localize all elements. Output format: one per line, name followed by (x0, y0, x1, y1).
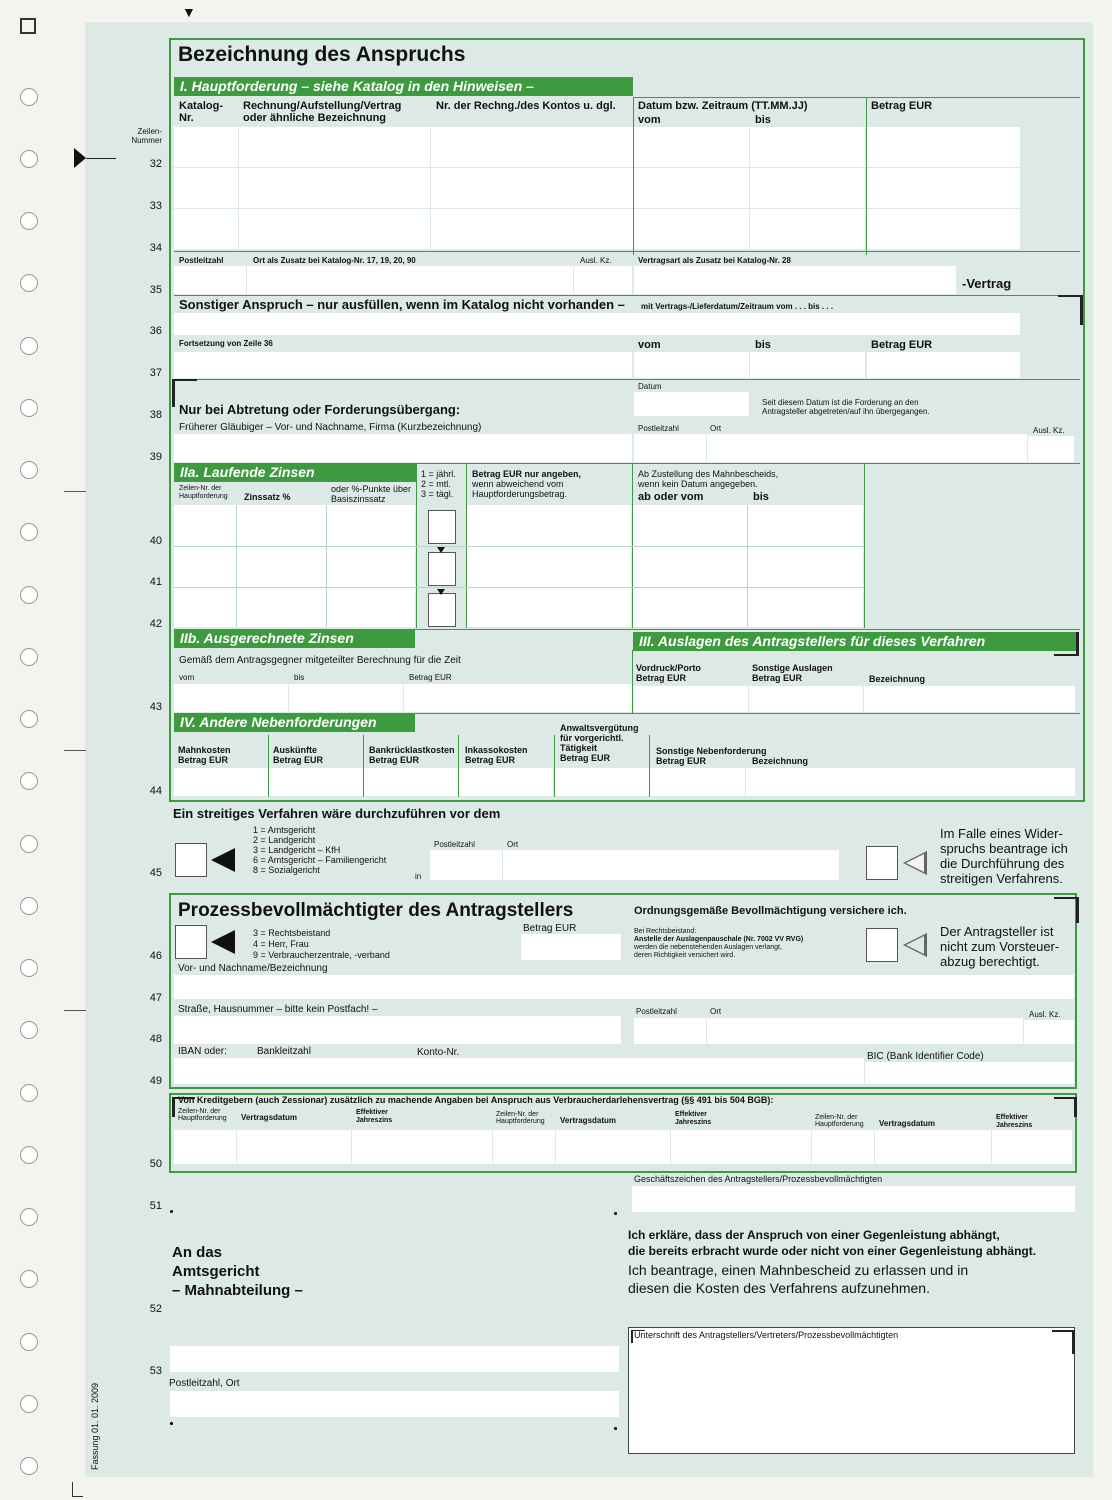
betrag-label: Betrag EUR (871, 339, 933, 351)
vertragsart-field[interactable] (634, 266, 956, 294)
ausgerechnet-vom-label: vom (179, 673, 195, 682)
prozess-ausl-field[interactable] (1024, 1020, 1074, 1044)
punch-hole (20, 337, 38, 355)
kredit-zeilen-label: Zeilen-Nr. der Hauptforderung (178, 1108, 227, 1122)
zins-vom-field[interactable] (633, 505, 747, 627)
gericht-options: 1 = Amtsgericht 2 = Landgericht 3 = Landgericht – KfH 6 = Amtsgericht – Familiengericht 8 = Sozialgericht (253, 825, 387, 875)
col-rechnung: Rechnung/Aufstellung/Vertrag oder ähnliche Bezeichnung (243, 100, 402, 124)
iban-label: IBAN oder: (178, 1046, 227, 1057)
line-number: 42 (149, 618, 162, 630)
kredit-vertragsdatum-label: Vertragsdatum (560, 1116, 617, 1125)
plz-field[interactable] (174, 266, 246, 294)
grid-line (632, 650, 633, 713)
section-title-ausgerechnete-zinsen: IIb. Ausgerechnete Zinsen (174, 629, 415, 648)
punch-hole (20, 835, 38, 853)
pointer-line (86, 158, 116, 159)
unterschrift-field[interactable] (628, 1327, 1075, 1454)
sonstiger-betrag-field[interactable] (867, 352, 1020, 378)
punch-hole (20, 1333, 38, 1351)
kredit-zeilen-field-1[interactable] (174, 1130, 236, 1164)
arrow-left-outline-icon (906, 936, 924, 954)
beantragung-text: Ich beantrage, einen Mahnbescheid zu erlassen und in diesen die Kosten des Verfahrens aufzunehmen. (628, 1262, 969, 1296)
kredit-zeilen-label: Zeilen-Nr. der Hauptforderung (815, 1114, 864, 1128)
punch-hole (20, 648, 38, 666)
corner-mark (1054, 897, 1079, 923)
prozess-versicherung: Ordnungsgemäße Bevollmächtigung versichere ich. (634, 905, 907, 917)
geschaeftszeichen-field[interactable] (632, 1186, 1075, 1212)
vordruck-field[interactable] (634, 686, 748, 712)
inkasso-label: Inkassokosten Betrag EUR (465, 745, 528, 765)
prozess-ort-label: Ort (710, 1007, 722, 1016)
sonstige-auslagen-label: Sonstige Auslagen Betrag EUR (752, 663, 833, 683)
line-number: 53 (149, 1365, 162, 1377)
auskuenfte-label: Auskünfte Betrag EUR (273, 745, 324, 765)
vorsteuer-text: Der Antragsteller ist nicht zum Vorsteuer- abzug berechtigt. (940, 924, 1060, 969)
vom-field-34[interactable] (634, 209, 749, 249)
line-number: 40 (149, 535, 162, 547)
anwalt-label: Anwaltsvergütung für vorgerichtl. Tätigkeit Betrag EUR (560, 723, 639, 763)
rechnung-field-33[interactable] (239, 168, 430, 208)
ausgerechnet-desc: Gemäß dem Antragsgegner mitgeteilter Berechnung für die Zeit (179, 655, 461, 666)
widerspruch-checkbox[interactable] (866, 846, 898, 880)
fold-mark (64, 750, 86, 751)
datum-label: Datum (638, 382, 662, 391)
zins-zeilen-field[interactable] (174, 505, 236, 627)
grid-line (236, 505, 237, 627)
vom-label: vom (638, 339, 661, 351)
line-number: 49 (149, 1075, 162, 1087)
ort-zusatz-label: Ort als Zusatz bei Katalog-Nr. 17, 19, 20, 90 (253, 256, 416, 265)
arrow-down-icon (437, 589, 445, 595)
corner-mark (1052, 1330, 1075, 1354)
bic-field[interactable] (865, 1062, 1074, 1084)
line-number: 34 (149, 242, 162, 254)
abtretung-ausl-field[interactable] (1028, 436, 1074, 462)
page-title: Bezeichnung des Anspruchs (178, 43, 466, 66)
punch-hole (20, 274, 38, 292)
zins-periode-key: 1 = jährl. 2 = mtl. 3 = tägl. (421, 469, 456, 499)
punch-hole (20, 461, 38, 479)
rechnung-field-34[interactable] (239, 209, 430, 249)
col-vom: vom (638, 114, 661, 126)
vertragsart-label: Vertragsart als Zusatz bei Katalog-Nr. 28 (638, 256, 791, 265)
corner-mark (1058, 295, 1083, 325)
abtretung-title: Nur bei Abtretung oder Forderungsübergang: (179, 402, 461, 417)
betrag-field-34[interactable] (867, 209, 1020, 249)
ausgerechnet-bis-field[interactable] (289, 684, 403, 712)
blz-label: Bankleitzahl (257, 1046, 311, 1057)
zinssatz-field[interactable] (237, 505, 326, 627)
vordruck-label: Vordruck/Porto Betrag EUR (636, 663, 701, 683)
address-marker (170, 1210, 173, 1213)
katalog-nr-field-32[interactable] (174, 127, 238, 167)
gericht-type-box[interactable] (175, 843, 207, 877)
arrow-down-icon (437, 547, 445, 553)
zinsen-zeilen-label: Zeilen-Nr. der Hauptforderung (179, 485, 228, 500)
gericht-plz-ort-field[interactable] (170, 1391, 619, 1417)
ausl-field[interactable] (574, 266, 632, 294)
section-title-laufende-zinsen: IIa. Laufende Zinsen (174, 463, 417, 482)
abtretung-datum-field[interactable] (634, 392, 749, 416)
zins-bis-label: bis (753, 491, 769, 503)
punch-hole (20, 1395, 38, 1413)
katalog-nr-field-34[interactable] (174, 209, 238, 249)
punch-hole (20, 586, 38, 604)
rechnung-field-32[interactable] (239, 127, 430, 167)
kredit-zeilen-field-3[interactable] (812, 1130, 874, 1164)
auslagen-bezeichnung-field[interactable] (864, 686, 1075, 712)
abtretung-ort-label: Ort (710, 424, 722, 433)
kontonummer-field-33[interactable] (431, 168, 633, 208)
kredit-vertragsdatum-label: Vertragsdatum (879, 1119, 936, 1128)
line-number: 43 (149, 701, 162, 713)
punch-hole (20, 1146, 38, 1164)
zins-periode-box-41[interactable] (428, 552, 456, 586)
abtretung-plz-field[interactable] (634, 434, 706, 462)
plz-label: Postleitzahl (179, 256, 224, 265)
grid-line (326, 505, 327, 627)
address-marker (614, 1427, 617, 1430)
kontonummer-field-34[interactable] (431, 209, 633, 249)
line-number-heading: Zeilen- Nummer (131, 127, 162, 145)
top-marker-icon: ▼ (182, 4, 196, 20)
kredit-zins-field-3[interactable] (992, 1130, 1072, 1164)
rechtsbeistand-note: Bei Rechtsbeistand: Anstelle der Auslagenpauschale (Nr. 7002 VV RVG) werden die nebenstehenden Auslagen verlangt, deren Richtigkeit versichert wird. (634, 928, 804, 959)
geschaeftszeichen-label: Geschäftszeichen des Antragstellers/Prozessbevollmächtigten (634, 1174, 883, 1184)
fortsetzung-field[interactable] (174, 352, 632, 378)
gericht-field[interactable] (170, 1346, 619, 1372)
punch-hole (20, 399, 38, 417)
line-number: 47 (149, 992, 162, 1004)
streitig-plz-field[interactable] (430, 850, 502, 880)
kredit-zins-label: Effektiver Jahreszins (675, 1111, 712, 1126)
ort-zusatz-field[interactable] (247, 266, 573, 294)
vorsteuer-checkbox[interactable] (866, 928, 898, 962)
auslagen-bezeichnung-label: Bezeichnung (869, 674, 926, 684)
grid-line (174, 546, 864, 547)
neben-bezeichnung-field[interactable] (746, 768, 1075, 796)
ausgerechnet-vom-field[interactable] (174, 684, 288, 712)
mahnkosten-label: Mahnkosten Betrag EUR (178, 745, 231, 765)
bevollmaechtigter-options: 3 = Rechtsbeistand 4 = Herr, Frau 9 = Verbraucherzentrale, -verband (253, 928, 390, 960)
vom-field-32[interactable] (634, 127, 749, 167)
sonstiger-anspruch-label: Sonstiger Anspruch – nur ausfüllen, wenn im Katalog nicht vorhanden – (179, 297, 625, 312)
kredit-datum-field-2[interactable] (556, 1130, 670, 1164)
grid-line (174, 587, 864, 588)
abtretung-note: Seit diesem Datum ist die Forderung an den Antragsteller abgetreten/auf ihn übergegangen. (762, 398, 930, 416)
col-betrag: Betrag EUR (871, 100, 933, 112)
line-number: 39 (149, 451, 162, 463)
section-title-auslagen: III. Auslagen des Antragstellers für dieses Verfahren (633, 632, 1076, 651)
kredit-zins-label: Effektiver Jahreszins (996, 1114, 1033, 1129)
punch-hole (20, 150, 38, 168)
bankrueck-label: Bankrücklastkosten Betrag EUR (369, 745, 455, 765)
zins-zustellung-label: Ab Zustellung des Mahnbescheids, wenn kein Datum angegeben. (638, 469, 779, 489)
in-label: in (415, 872, 422, 881)
kredit-title: Von Kreditgebern (auch Zessionar) zusätzlich zu machende Angaben bei Anspruch aus Verbraucherdarlehensvertrag (§§ 491 bis 504 BGB): (178, 1095, 774, 1105)
line-number: 32 (149, 158, 162, 170)
line-number: 50 (149, 1158, 162, 1170)
corner-mark (1054, 632, 1079, 656)
streitig-ort-label: Ort (507, 840, 519, 849)
grid-line (747, 505, 748, 627)
abtretung-ausl-label: Ausl. Kz. (1033, 426, 1065, 435)
kredit-datum-field-1[interactable] (237, 1130, 351, 1164)
kredit-vertragsdatum-label: Vertragsdatum (241, 1113, 298, 1122)
grid-line (363, 735, 364, 797)
kredit-zeilen-field-2[interactable] (493, 1130, 555, 1164)
streitig-title: Ein streitiges Verfahren wäre durchzuführen vor dem (173, 806, 501, 821)
strasse-field[interactable] (174, 1016, 621, 1044)
section-title-nebenforderungen: IV. Andere Nebenforderungen (174, 713, 415, 732)
col-bis: bis (755, 114, 771, 126)
fassung-label: Fassung 01. 01. 2009 (90, 1382, 100, 1470)
basiszins-label: oder %-Punkte über Basiszinssatz (331, 484, 412, 504)
empfaenger-address: An das Amtsgericht – Mahnabteilung – (172, 1244, 303, 1299)
prozess-betrag-field[interactable] (521, 934, 621, 960)
prozess-name-field[interactable] (174, 975, 1074, 999)
ausl-label: Ausl. Kz. (580, 256, 612, 265)
bevollmaechtigter-type-box[interactable] (175, 925, 207, 959)
bis-field-34[interactable] (750, 209, 865, 249)
zins-betrag-label: Betrag EUR nur angeben, wenn abweichend vom Hauptforderungsbetrag. (472, 469, 582, 499)
prozess-plz-label: Postleitzahl (636, 1007, 677, 1016)
kredit-datum-field-3[interactable] (875, 1130, 991, 1164)
punch-hole (20, 710, 38, 728)
line-number: 44 (149, 785, 162, 797)
frueherer-glaeubiger-field[interactable] (174, 434, 632, 462)
unterschrift-label: Unterschrift des Antragstellers/Vertreters/Prozessbevollmächtigten (634, 1330, 899, 1340)
punch-hole (20, 1084, 38, 1102)
prozess-plz-field[interactable] (634, 1018, 706, 1044)
erklaerung-text: Ich erkläre, dass der Anspruch von einer Gegenleistung abhängt, die bereits erbracht wurde oder nicht von einer Gegenleistung abhängt. (628, 1228, 1037, 1258)
line-number: 37 (149, 367, 162, 379)
grid-line (458, 735, 459, 797)
punch-hole (20, 959, 38, 977)
zins-periode-box-40[interactable] (428, 510, 456, 544)
punch-hole (20, 523, 38, 541)
streitig-ort-field[interactable] (503, 850, 839, 880)
kontonummer-field-32[interactable] (431, 127, 633, 167)
corner-mark (1054, 1097, 1077, 1117)
plz-ort-label: Postleitzahl, Ort (169, 1378, 240, 1389)
fold-mark (64, 1010, 86, 1011)
line-number: 45 (149, 867, 162, 879)
row-pointer-icon (74, 148, 86, 168)
line-number: 35 (149, 284, 162, 296)
anwalt-field[interactable] (555, 768, 649, 796)
grid-line (174, 295, 1080, 296)
corner-mark (20, 18, 36, 34)
prozess-ausl-label: Ausl. Kz. (1029, 1010, 1061, 1019)
ausgerechnet-bis-label: bis (294, 673, 305, 682)
col-kontonummer: Nr. der Rechng./des Kontos u. dgl. (436, 100, 616, 112)
kredit-zins-label: Effektiver Jahreszins (356, 1109, 393, 1124)
sonstige-neben-label: Sonstige Nebenforderung Betrag EUR (656, 746, 767, 766)
punch-hole (20, 1208, 38, 1226)
prozess-betrag-label: Betrag EUR (523, 923, 577, 934)
auskuenfte-field[interactable] (269, 768, 363, 796)
widerspruch-text: Im Falle eines Wider- spruchs beantrage ich die Durchführung des streitigen Verfahrens. (940, 826, 1068, 886)
sonstige-auslagen-field[interactable] (749, 686, 863, 712)
zinssatz-label: Zinssatz % (244, 492, 291, 502)
abtretung-sub: Früherer Gläubiger – Vor- und Nachname, Firma (Kurzbezeichnung) (179, 422, 482, 433)
punch-hole (20, 1021, 38, 1039)
betrag-field-32[interactable] (867, 127, 1020, 167)
basiszins-field[interactable] (327, 505, 415, 627)
grid-line (864, 463, 865, 628)
sonstige-neben-field[interactable] (650, 768, 745, 796)
kredit-zins-field-1[interactable] (352, 1130, 492, 1164)
ausgerechnet-betrag-field[interactable] (404, 684, 632, 712)
konto-label: Konto-Nr. (417, 1047, 460, 1058)
grid-line (174, 379, 1080, 380)
sonstiger-suffix: mit Vertrags-/Lieferdatum/Zeitraum vom . . . bis . . . (641, 302, 834, 311)
vom-field-33[interactable] (634, 168, 749, 208)
zins-bis-field[interactable] (748, 505, 863, 627)
bankrueck-field[interactable] (364, 768, 458, 796)
prozess-ort-field[interactable] (707, 1018, 1023, 1044)
line-number: 41 (149, 576, 162, 588)
punch-hole (20, 772, 38, 790)
corner-mark (72, 1482, 83, 1497)
bank-field[interactable] (174, 1058, 864, 1084)
grid-line (633, 97, 1080, 98)
abtretung-ort-field[interactable] (707, 434, 1027, 462)
bis-label: bis (755, 339, 771, 351)
prozess-title: Prozessbevollmächtigter des Antragstellers (178, 900, 574, 921)
inkasso-field[interactable] (459, 768, 553, 796)
betrag-field-33[interactable] (867, 168, 1020, 208)
line-number: 51 (149, 1200, 162, 1212)
neben-bezeichnung-label: Bezeichnung (752, 756, 809, 766)
line-number: 36 (149, 325, 162, 337)
col-datum: Datum bzw. Zeitraum (TT.MM.JJ) (638, 100, 808, 112)
punch-hole (20, 1270, 38, 1288)
ausgerechnet-betrag-label: Betrag EUR (409, 673, 452, 682)
grid-line (268, 735, 269, 797)
katalog-nr-field-33[interactable] (174, 168, 238, 208)
sonstiger-vom-field[interactable] (634, 352, 749, 378)
line-number: 33 (149, 200, 162, 212)
col-katalog: Katalog- Nr. (179, 100, 223, 124)
grid-line (174, 251, 1080, 252)
punch-hole (20, 212, 38, 230)
bis-field-32[interactable] (750, 127, 865, 167)
prozess-name-label: Vor- und Nachname/Bezeichnung (178, 963, 328, 974)
line-number: 38 (149, 409, 162, 421)
sonstiger-bis-field[interactable] (750, 352, 865, 378)
grid-line (554, 735, 555, 797)
grid-line (649, 735, 650, 797)
sonstiger-anspruch-field[interactable] (174, 313, 1020, 335)
zins-betrag-field[interactable] (467, 505, 631, 627)
zins-periode-box-42[interactable] (428, 593, 456, 627)
punch-hole (20, 897, 38, 915)
vertrag-suffix: -Vertrag (962, 276, 1012, 291)
mahnkosten-field[interactable] (174, 768, 268, 796)
strasse-label: Straße, Hausnummer – bitte kein Postfach! – (178, 1004, 378, 1015)
abtretung-plz-label: Postleitzahl (638, 424, 679, 433)
arrow-left-outline-icon (906, 854, 924, 872)
address-marker (614, 1212, 617, 1215)
line-number: 52 (149, 1303, 162, 1315)
kredit-zeilen-label: Zeilen-Nr. der Hauptforderung (496, 1111, 545, 1125)
kredit-zins-field-2[interactable] (671, 1130, 811, 1164)
zins-ab-vom-label: ab oder vom (638, 491, 704, 503)
section-title-hauptforderung: I. Hauptforderung – siehe Katalog in den Hinweisen – (174, 77, 633, 96)
streitig-plz-label: Postleitzahl (434, 840, 475, 849)
address-marker (170, 1422, 173, 1425)
punch-hole (20, 88, 38, 106)
line-number: 48 (149, 1033, 162, 1045)
arrow-left-icon (211, 930, 235, 954)
punch-hole (20, 1457, 38, 1475)
line-number: 46 (149, 950, 162, 962)
fold-mark (64, 491, 86, 492)
bic-label: BIC (Bank Identifier Code) (867, 1051, 984, 1062)
arrow-left-icon (211, 848, 235, 872)
fortsetzung-label: Fortsetzung von Zeile 36 (179, 339, 273, 348)
bis-field-33[interactable] (750, 168, 865, 208)
